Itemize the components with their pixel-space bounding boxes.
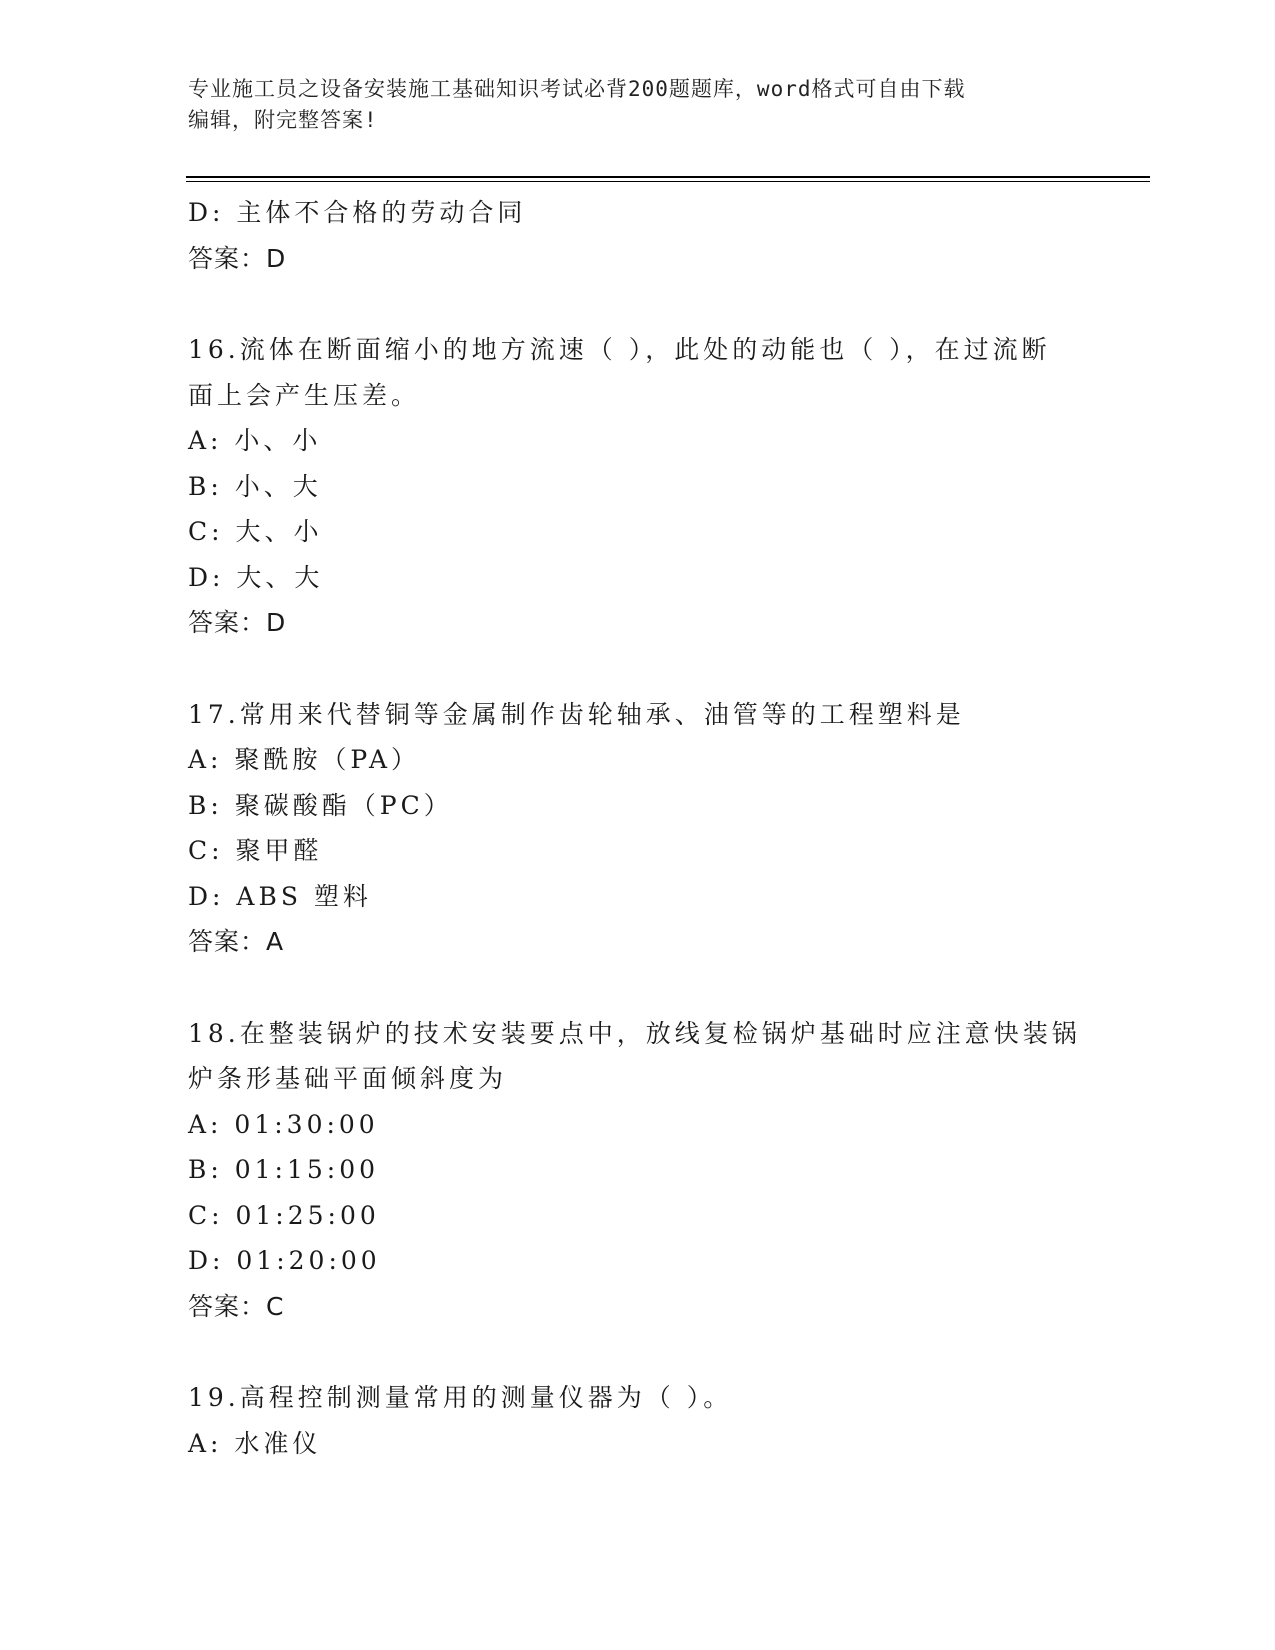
- option-a: A: 聚酰胺（PA）: [188, 745, 421, 774]
- answer-line: 答案：D: [188, 608, 287, 637]
- option-b: B: 01:15:00: [188, 1155, 380, 1184]
- question-text: 19.高程控制测量常用的测量仪器为（ ）。: [188, 1383, 733, 1412]
- spacer: [188, 965, 1088, 1011]
- header-divider-thick: [186, 176, 1150, 178]
- question-text: 18.在整装锅炉的技术安装要点中，放线复检锅炉基础时应注意快装锅: [188, 1018, 1081, 1048]
- option-d: D: 主体不合格的劳动合同: [188, 198, 527, 227]
- question-block-16: [188, 327, 1088, 646]
- document-header: [188, 74, 1088, 136]
- option-b: B: 聚碳酸酯（PC）: [188, 790, 453, 820]
- spacer: [188, 281, 1088, 327]
- answer-line: 答案：A: [188, 927, 285, 956]
- option-d: D: ABS 塑料: [188, 881, 372, 911]
- option-a: A: 水准仪: [188, 1428, 322, 1458]
- question-block-19: [188, 1375, 1088, 1466]
- question-text-continued: 面上会产生压差。: [188, 380, 421, 410]
- question-text: 16.流体在断面缩小的地方流速（ ），此处的动能也（ ），在过流断: [188, 335, 1051, 364]
- question-block-18: [188, 1011, 1088, 1330]
- option-c: C: 大、小: [188, 517, 323, 546]
- option-d: D: 01:20:00: [188, 1246, 381, 1275]
- spacer: [188, 1329, 1088, 1375]
- header-divider-thin: [186, 181, 1150, 182]
- question-block-15: [188, 190, 1088, 281]
- option-a: A: 小、小: [188, 426, 322, 455]
- question-list: [188, 190, 1088, 1466]
- answer-line: 答案：D: [188, 243, 287, 273]
- option-b: B: 小、大: [188, 471, 322, 501]
- header-line-2: 编辑，附完整答案!: [188, 108, 378, 132]
- option-c: C: 聚甲醛: [188, 836, 323, 865]
- option-a: A: 01:30:00: [188, 1109, 379, 1139]
- question-text-continued: 炉条形基础平面倾斜度为: [188, 1064, 508, 1093]
- question-text: 17.常用来代替铜等金属制作齿轮轴承、油管等的工程塑料是: [188, 699, 965, 729]
- option-c: C: 01:25:00: [188, 1200, 380, 1230]
- spacer: [188, 646, 1088, 692]
- option-d: D: 大、大: [188, 562, 324, 592]
- answer-line: 答案：C: [188, 1291, 285, 1321]
- header-line-1: 专业施工员之设备安装施工基础知识考试必背200题题库，word格式可自由下载: [188, 77, 966, 101]
- question-block-17: [188, 692, 1088, 965]
